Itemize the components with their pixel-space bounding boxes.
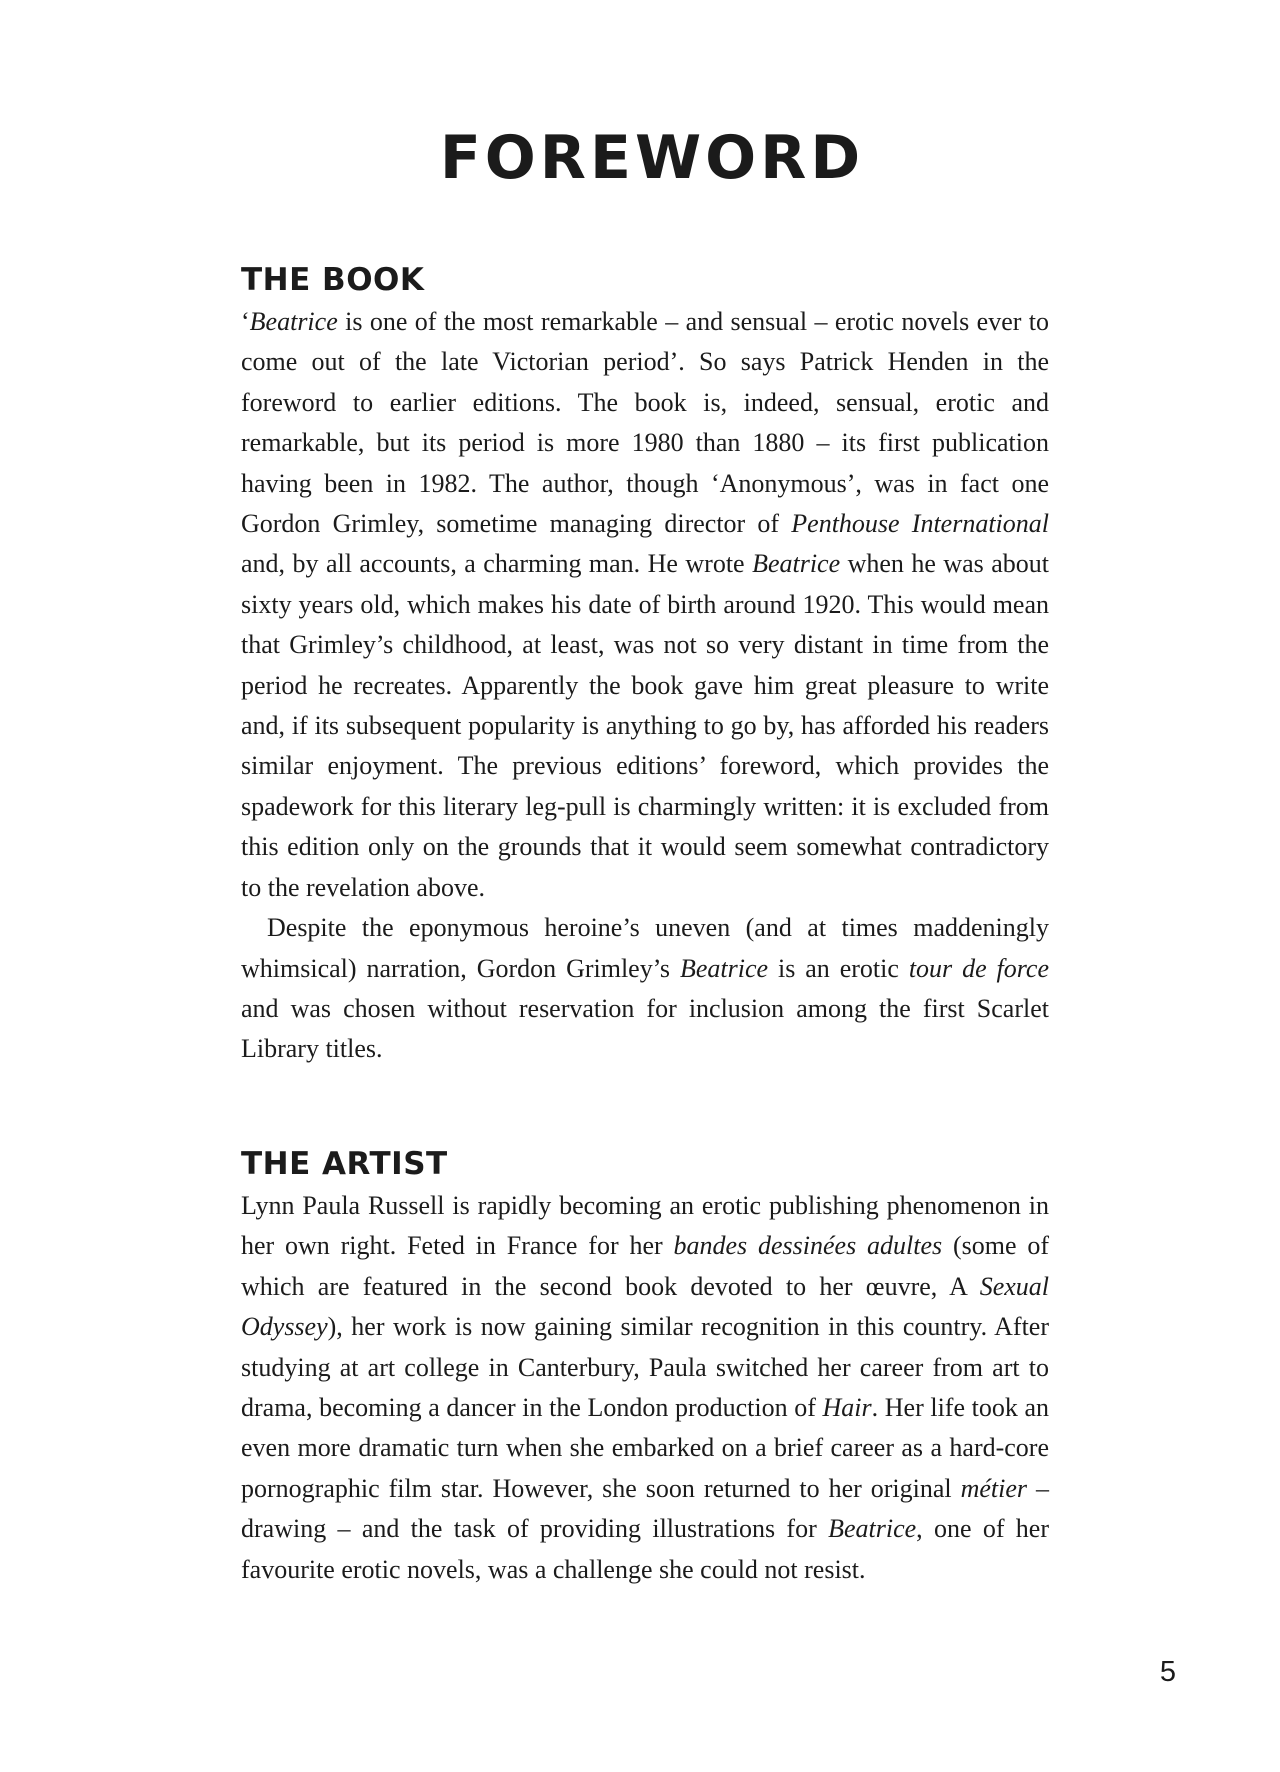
italic-text-run: Beatrice bbox=[249, 307, 338, 336]
italic-text-run: Beatrice bbox=[752, 549, 841, 579]
text-run: . Her life took an even more dramatic turn when she embarked on a brief career as a hard-core pornographic film star. However, she soon returned to her original bbox=[241, 1393, 1050, 1503]
text-run: ), her work is now gaining similar recognition in this country. After studying at art college in Canterbury, Paula switched her career from art to drama, becoming a dancer in the London production of bbox=[241, 1312, 1049, 1423]
text-run: and was chosen without reservation for inclusion among the first Scarlet Library titles. bbox=[241, 993, 1049, 1064]
text-run: when he was about sixty years old, which makes his date of birth around 1920. This would mean that Grimley’s childhood, at least, was not so very distant in time from the period he recreates. Apparently the book gave him great pleasure to write and, if its subsequent popularity is anything to go by, has afforded his readers similar enjoyment. The previous editions’ foreword, which provides the spadework for this literary leg-pull is charmingly written: it is excluded from this edition only on the grounds that it would seem somewhat contradictory to the revelation above. bbox=[241, 549, 1049, 902]
italic-text-run: tour de force bbox=[908, 953, 1049, 983]
section-heading-the-artist: THE ARTIST bbox=[241, 1146, 448, 1182]
italic-text-run: Beatrice bbox=[828, 1514, 917, 1544]
section-the-artist bbox=[241, 1146, 1050, 1590]
italic-text-run: Beatrice bbox=[679, 953, 769, 983]
text-run: – drawing – and the task of providing illustrations for bbox=[241, 1473, 1049, 1544]
paragraph-book-2 bbox=[241, 908, 1049, 1070]
italic-text-run: métier bbox=[960, 1473, 1028, 1503]
text-run: ‘ bbox=[241, 307, 250, 336]
section-the-book bbox=[241, 262, 1050, 1070]
italic-text-run: Hair bbox=[822, 1393, 872, 1423]
page-number: 5 bbox=[1159, 1656, 1176, 1688]
italic-text-run: Penthouse International bbox=[791, 509, 1050, 539]
italic-text-run: Sexual Odyssey bbox=[241, 1271, 1049, 1342]
text-run: , one of her favourite erotic novels, was a challenge she could not resist. bbox=[241, 1514, 1049, 1584]
text-run: Lynn Paula Russell is rapidly becoming an erotic publishing phenomenon in her own right. Feted in France for her bbox=[241, 1191, 1049, 1261]
text-run: Despite the eponymous heroine’s uneven (and at times maddeningly whimsical) narration, Gordon Grimley’s bbox=[241, 913, 1049, 983]
page-title: FOREWORD bbox=[439, 123, 865, 193]
section-heading-the-book: THE BOOK bbox=[241, 262, 425, 298]
text-run: and, by all accounts, a charming man. He wrote bbox=[241, 549, 753, 579]
paragraph-artist-1 bbox=[241, 1186, 1049, 1590]
paragraph-book-1 bbox=[241, 302, 1049, 908]
italic-text-run: bandes dessinées adultes bbox=[673, 1231, 943, 1261]
text-run: is an erotic bbox=[768, 953, 909, 983]
text-run: (some of which are featured in the second book devoted to her œuvre, A bbox=[241, 1231, 1050, 1301]
text-run: is one of the most remarkable – and sensual – erotic novels ever to come out of the late Victorian period’. So says Patrick Henden in the foreword to earlier editions. The book is, indeed, sensual, erotic and remarkable, but its period is more 1980 than 1880 – its first publication having been in 1982. The author, though ‘Anonymous’, was in fact one Gordon Grimley, sometime managing director of bbox=[241, 307, 1049, 539]
